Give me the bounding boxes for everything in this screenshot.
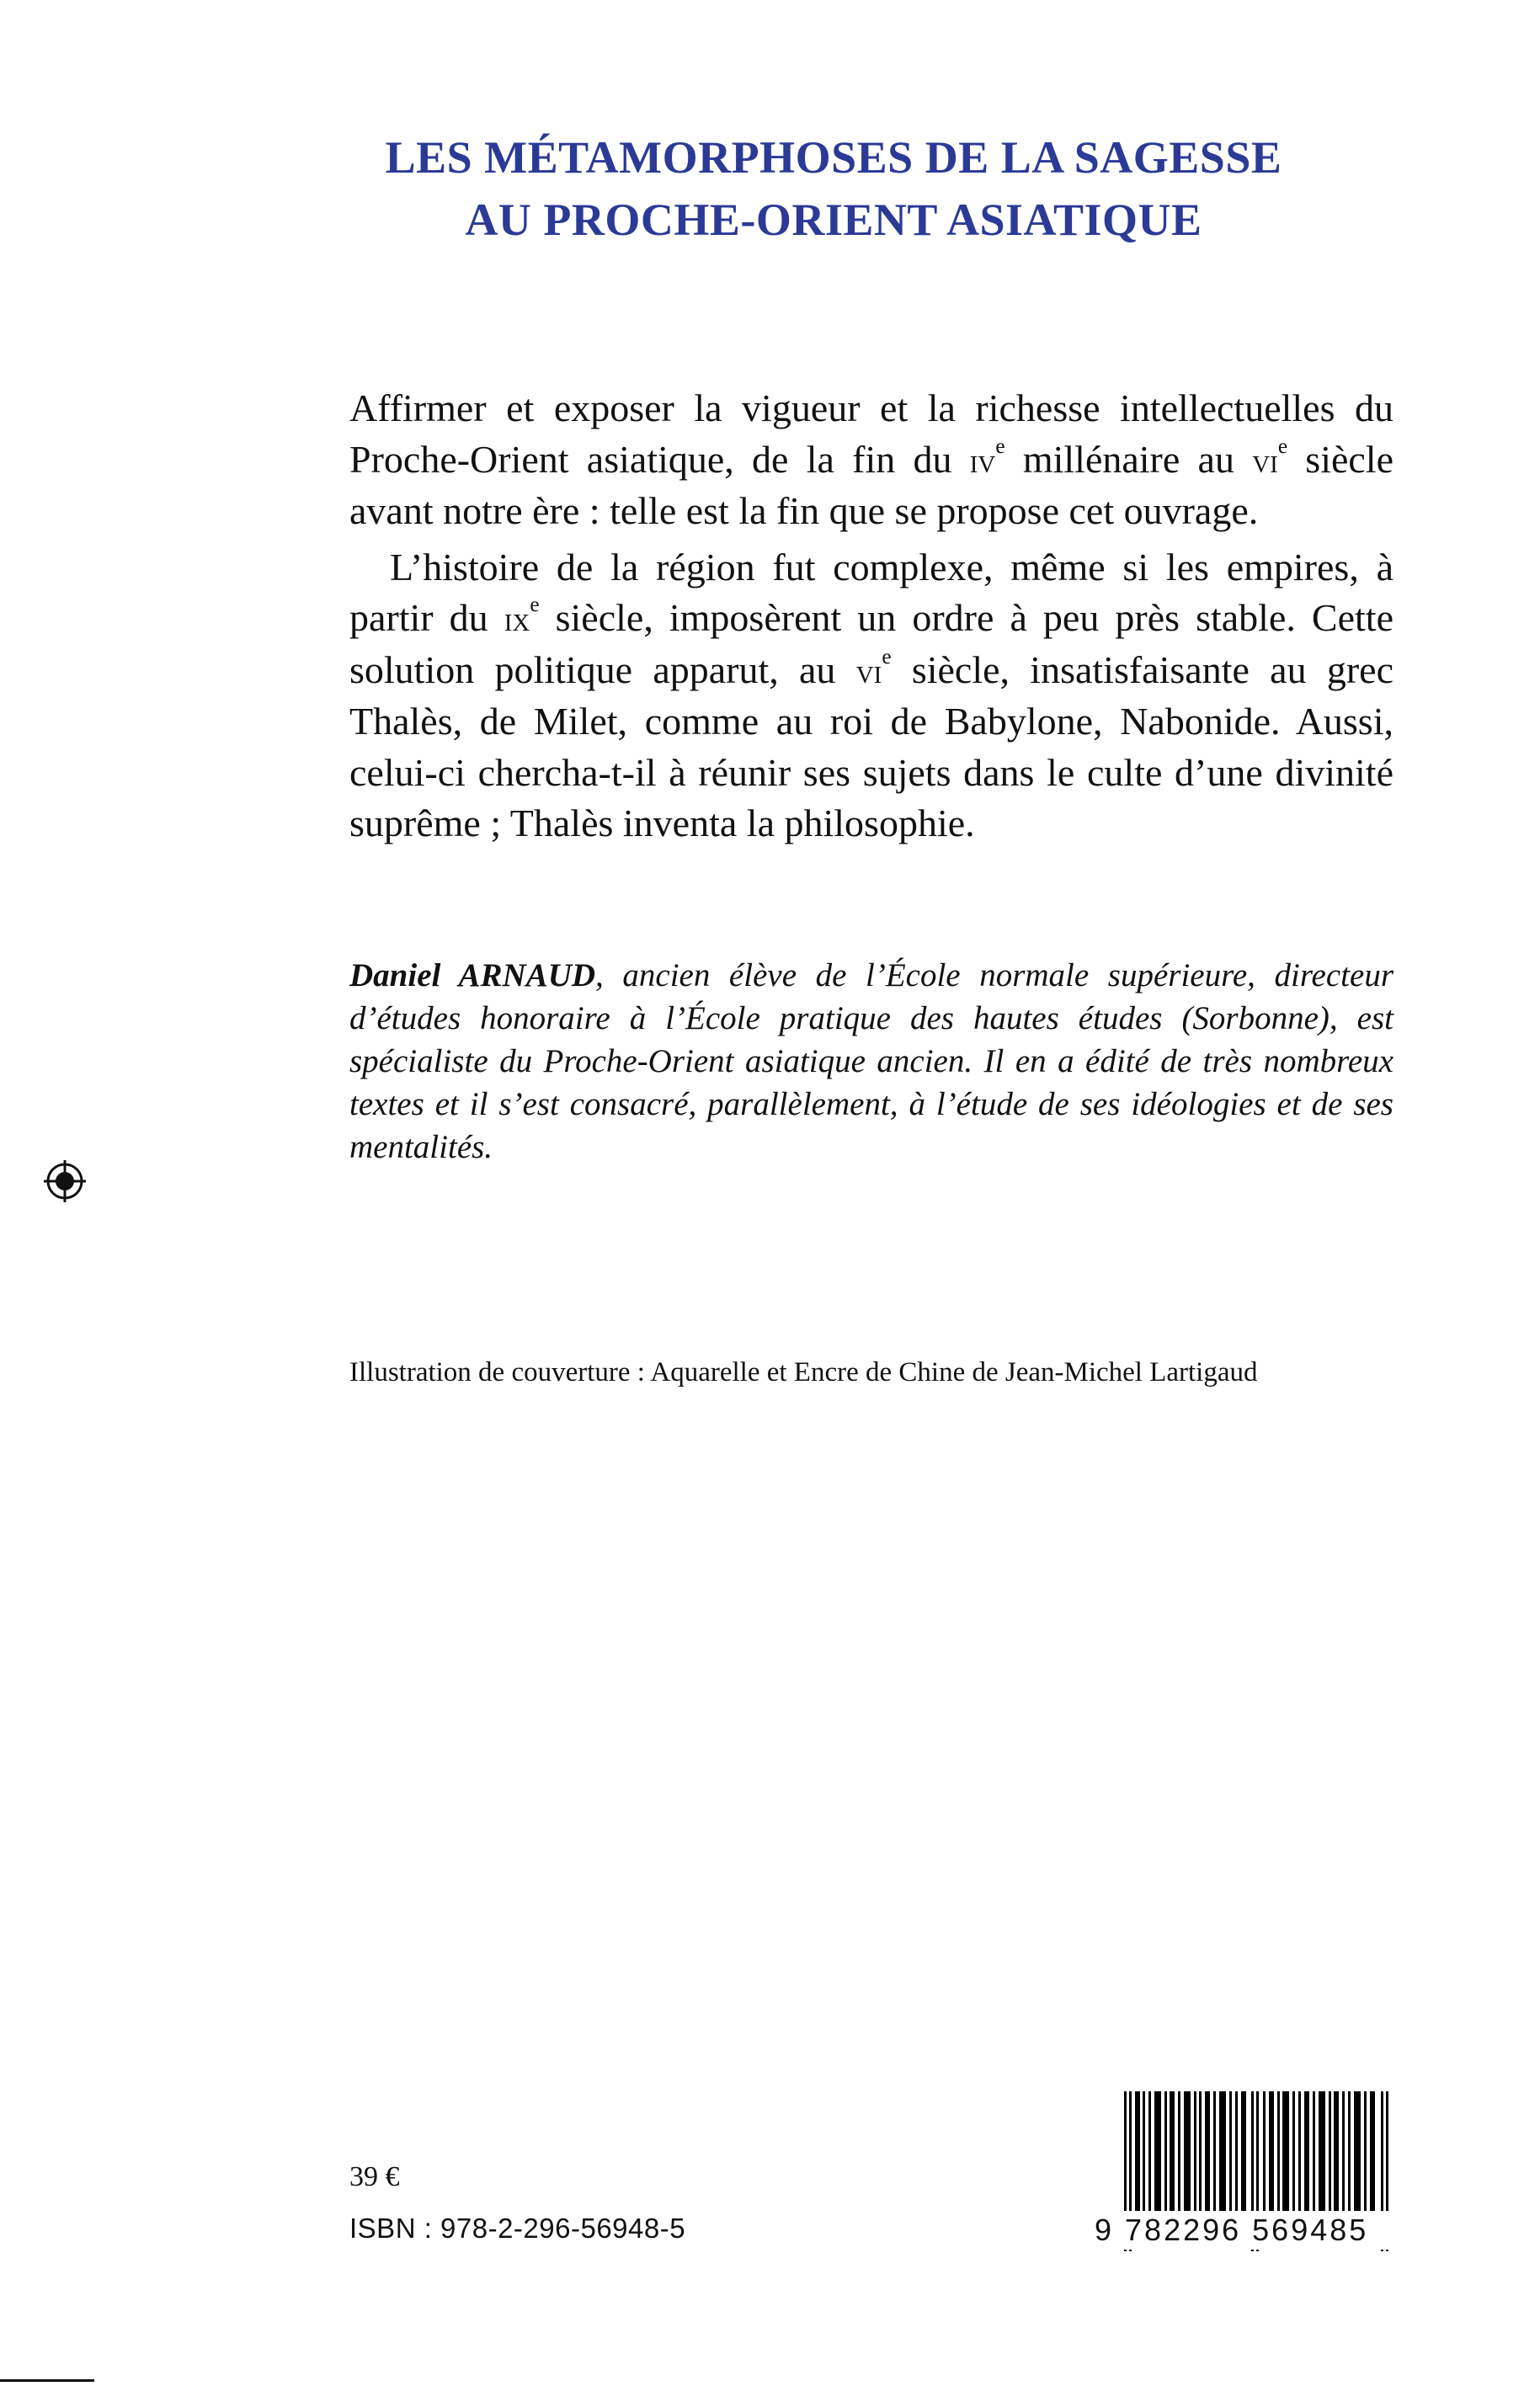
registration-mark-icon bbox=[44, 1160, 86, 1202]
illustration-credit: Illustration de couverture : Aquarelle et Encre de Chine de Jean-Michel Lartigaud bbox=[349, 1357, 1258, 1387]
book-title bbox=[320, 126, 1347, 251]
crop-mark bbox=[0, 2379, 94, 2382]
author-name: Daniel ARNAUD bbox=[349, 957, 596, 993]
blurb bbox=[349, 383, 1393, 849]
isbn: ISBN : 978-2-296-56948-5 bbox=[349, 2213, 686, 2244]
blurb-paragraph-1: Affirmer et exposer la vigueur et la richesse intellectuelles du Proche-Orient asiatique, de la fin du $iv^e$ millénaire au $vi^e$ siècle avant notre ère : telle est la fin que se propose cet ouvrage. bbox=[349, 386, 1394, 532]
author-bio-text: , ancien élève de l’École normale supérieure, directeur d’études honoraire à l’École pratique des hautes études (Sorbonne), est spécialiste du Proche-Orient asiatique ancien. Il en a édité de très nombreux textes et il s’est consacré, parallèlement, à l’étude de ses idéologies et de ses mentalités. bbox=[349, 957, 1394, 1165]
title-line-2: AU PROCHE-ORIENT ASIATIQUE bbox=[465, 194, 1202, 245]
blurb-paragraph-2: L’histoire de la région fut complexe, même si les empires, à partir du $ix^e$ siècle, imposèrent un ordre à peu près stable. Cette solution politique apparut, au $vi^e$ siècle, insatisfaisante au grec Thalès, de Milet, comme au roi de Babylone, Nabonide. Aussi, celui-ci chercha-t-il à réunir ses sujets dans le culte d’une divinité suprême ; Thalès inventa la philosophie. bbox=[349, 545, 1393, 844]
title-line-1: LES MÉTAMORPHOSES DE LA SAGESSE bbox=[385, 132, 1282, 183]
price: 39 € bbox=[349, 2161, 400, 2192]
barcode-digits: 9 782296 569485 bbox=[1095, 2211, 1393, 2250]
author-bio bbox=[349, 954, 1393, 1169]
